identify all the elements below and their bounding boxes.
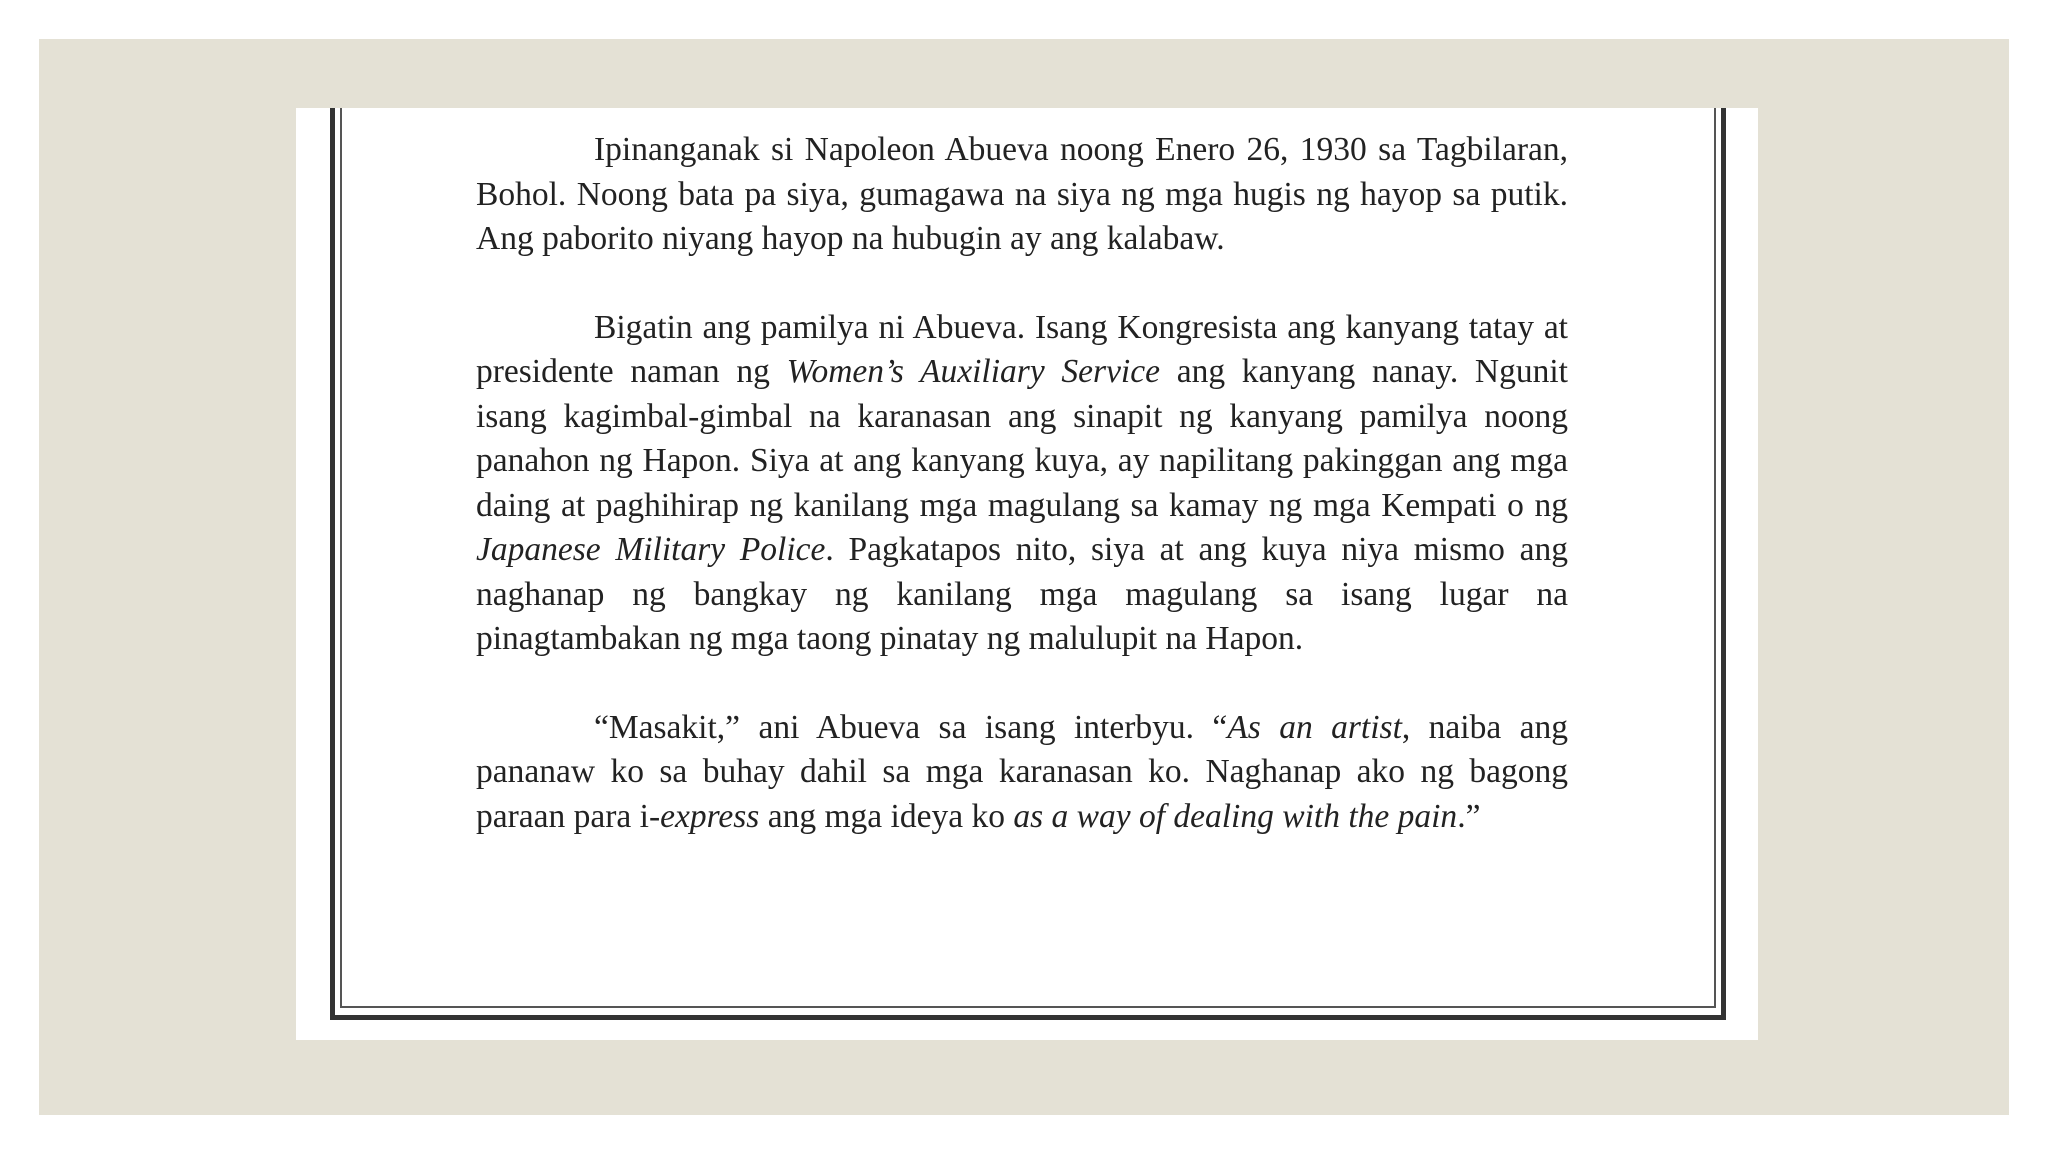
text-segment: . Pagkatapos nito, siya at ang kuya niya mismo ang naghanap ng bangkay ng kanilang mga magulang sa isang lugar na pinagtambakan ng mga taong pinatay ng malulupit na Hapon. xyxy=(476,531,1568,657)
italic-segment: Women’s Auxiliary Service xyxy=(786,353,1160,390)
paragraph-quote xyxy=(476,706,1568,840)
text-segment: Bigatin ang pamilya ni Abueva. Isang Kongresista ang kanyang tatay at presidente naman ng xyxy=(476,308,1568,390)
italic-segment: As an artist xyxy=(1227,708,1402,746)
document-body xyxy=(476,128,1568,839)
italic-segment: express xyxy=(660,797,760,835)
text-segment: ang mga ideya ko xyxy=(759,797,1014,835)
italic-segment: as a way of dealing with the pain xyxy=(1013,797,1458,835)
text-segment: “Masakit,” ani Abueva sa isang interbyu. “ xyxy=(594,708,1228,746)
text-segment: Ipinanganak si Napoleon Abueva noong Enero 26, 1930 sa Tagbilaran, Bohol. Noong bata pa siya, gumagawa na siya ng mga hugis ng hayop sa putik. Ang paborito niyang hayop na hubugin ay ang kalabaw. xyxy=(476,131,1568,257)
paragraph-family xyxy=(476,306,1568,662)
italic-segment: Japanese Military Police xyxy=(476,531,826,568)
text-segment: .” xyxy=(1457,797,1481,835)
text-segment: ang kanyang nanay. Ngunit isang kagimbal-gimbal na karanasan ang sinapit ng kanyang pamilya noong panahon ng Hapon. Siya at ang kanyang kuya, ay napilitang pakinggan ang mga daing at paghihirap ng kanilang mga magulang sa kamay ng mga Kempati o ng xyxy=(476,353,1568,524)
paragraph-birth xyxy=(476,128,1568,262)
text-segment: , naiba ang pananaw ko sa buhay dahil sa mga karanasan ko. Naghanap ako ng bagong paraan para i- xyxy=(476,708,1568,835)
